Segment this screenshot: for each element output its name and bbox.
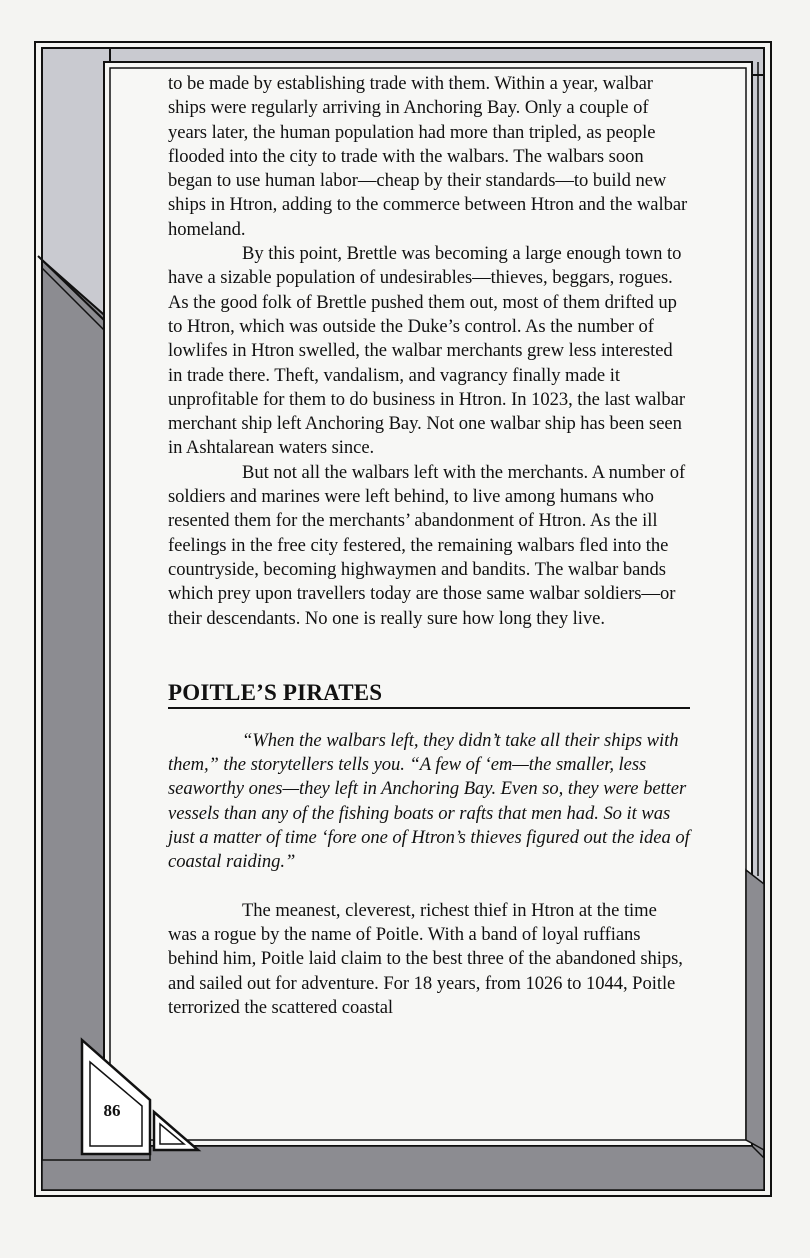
paragraph: By this point, Brettle was becoming a large enough town to have a sizable population of undesirables—thieves, beggars, rogues. As the good folk of Brettle pushed them out, most of them drifted up to Htron, which was outside the Duke’s control. As the number of lowlifes in Htron swelled, the walbar merchants grew less interested in trade there. Theft, vandalism, and vagrancy finally made it unprofitable for them to do business in Htron. In 1023, the last walbar merchant ship left Anchoring Bay. Not one walbar ship has been seen in Ashtalarean waters since. <box>168 243 685 459</box>
paragraph: to be made by establishing trade with them. Within a year, walbar ships were regularly arriving in Anchoring Bay. Only a couple of years later, the human population had more than tripled, as people flooded into the city to trade with the walbars. The walbars soon began to use human labor—cheap by their standards—to build new ships in Htron, adding to the commerce between Htron and the walbar homeland. <box>168 73 688 240</box>
paragraph: The meanest, cleverest, richest thief in Htron at the time was a rogue by the name of Poitle. With a band of loyal ruffians behind him, Poitle laid claim to the best three of the abandoned ships, and sailed out for adventure. For 18 years, from 1026 to 1044, Poitle terrorized the scattered coastal <box>168 899 683 1018</box>
page-number: 86 <box>103 1101 121 1120</box>
storyteller-quote: “When the walbars left, they didn’t take all their ships with them,” the storytellers tells you. “A few of ‘em—the smaller, less seaworthy ones—they left in Anchoring Bay. Even so, they were better vessels than any of the fishing boats or rafts that men had. So it was just a matter of time ‘fore one of Htron’s thieves figured out the idea of coastal raiding.” <box>168 729 690 873</box>
paragraph: But not all the walbars left with the merchants. A number of soldiers and marines were left behind, to live among humans who resented them for the merchants’ abandonment of Htron. As the ill feelings in the free city festered, the remaining walbars fled into the countryside, becoming highwaymen and bandits. The walbar bands which prey upon travellers today are those same walbar soldiers—or their descendants. No one is really sure how long they live. <box>168 461 686 629</box>
section-heading: POITLE’S PIRATES <box>168 679 690 709</box>
page-text <box>168 72 690 1020</box>
